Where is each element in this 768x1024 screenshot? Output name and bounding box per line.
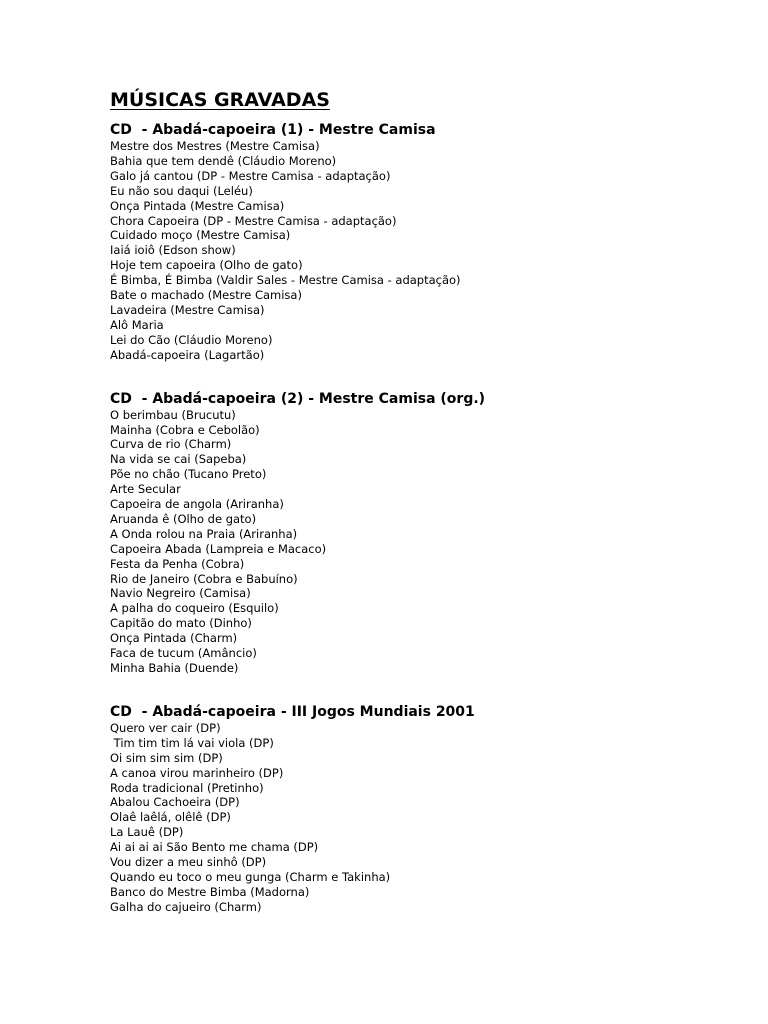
track-item: Eu não sou daqui (Leléu) (110, 183, 253, 198)
track-item: Hoje tem capoeira (Olho de gato) (110, 258, 303, 273)
track-item: Capoeira de angola (Ariranha) (110, 497, 284, 512)
document-page (110, 84, 730, 915)
section-heading: CD - Abadá-capoeira - III Jogos Mundiais 2001 (110, 703, 475, 720)
track-item: Quero ver cair (DP) (110, 720, 221, 735)
track-item: Minha Bahia (Duende) (110, 661, 239, 675)
track-item: Mainha (Cobra e Cebolão) (110, 422, 260, 437)
page-title: MÚSICAS GRAVADAS (110, 89, 330, 111)
track-item: Aruanda ê (Olho de gato) (110, 511, 257, 526)
track-list (110, 139, 730, 363)
track-item: Olaê laêlá, olêlê (DP) (110, 810, 231, 825)
track-item: Abalou Cachoeira (DP) (110, 795, 240, 810)
track-item: Navio Negreiro (Camisa) (110, 586, 251, 601)
track-item: Faca de tucum (Amâncio) (110, 646, 257, 661)
track-item: Oi sim sim sim (DP) (110, 750, 223, 765)
cd-section-2 (110, 391, 730, 676)
track-item: Galha do cajueiro (Charm) (110, 899, 262, 914)
track-item: Cuidado moço (Mestre Camisa) (110, 228, 291, 243)
track-item: Bate o machado (Mestre Camisa) (110, 288, 302, 303)
track-item: Põe no chão (Tucano Preto) (110, 467, 267, 482)
track-item: O berimbau (Brucutu) (110, 407, 236, 422)
track-item: Onça Pintada (Mestre Camisa) (110, 198, 285, 213)
section-heading: CD - Abadá-capoeira (1) - Mestre Camisa (110, 122, 436, 138)
track-item: Banco do Mestre Bimba (Madorna) (110, 884, 310, 899)
track-item: É Bimba, É Bimba (Valdir Sales - Mestre Camisa - adaptação) (110, 273, 461, 288)
track-item: Bahia que tem dendê (Cláudio Moreno) (110, 153, 337, 168)
track-item: A Onda rolou na Praia (Ariranha) (110, 526, 298, 541)
track-item: Lavadeira (Mestre Camisa) (110, 302, 265, 317)
track-item: A palha do coqueiro (Esquilo) (110, 601, 279, 616)
track-item: Curva de rio (Charm) (110, 437, 232, 452)
cd-section-1 (110, 122, 730, 363)
track-item: Rio de Janeiro (Cobra e Babuíno) (110, 571, 298, 586)
track-item: Lei do Cão (Cláudio Moreno) (110, 332, 273, 347)
track-item: Iaiá ioiô (Edson show) (110, 243, 236, 258)
cd-section-3 (110, 704, 730, 915)
track-item: Capitão do mato (Dinho) (110, 616, 252, 631)
track-item: Tim tim tim lá vai viola (DP) (110, 735, 274, 750)
track-item: Capoeira Abada (Lampreia e Macaco) (110, 541, 327, 556)
track-item: La Lauê (DP) (110, 825, 184, 840)
track-list (110, 408, 730, 676)
track-item: Arte Secular (110, 482, 181, 497)
track-item: Festa da Penha (Cobra) (110, 556, 245, 571)
track-item: Ai ai ai ai São Bento me chama (DP) (110, 840, 319, 855)
track-item: Vou dizer a meu sinhô (DP) (110, 855, 267, 870)
track-item: Alô Maria (110, 317, 164, 332)
track-item: Mestre dos Mestres (Mestre Camisa) (110, 139, 320, 153)
track-item: A canoa virou marinheiro (DP) (110, 765, 284, 780)
track-item: Abadá-capoeira (Lagartão) (110, 347, 265, 362)
section-heading: CD - Abadá-capoeira (2) - Mestre Camisa (org.) (110, 390, 486, 407)
track-item: Na vida se cai (Sapeba) (110, 452, 247, 467)
track-item: Quando eu toco o meu gunga (Charm e Takinha) (110, 869, 391, 884)
track-item: Chora Capoeira (DP - Mestre Camisa - adaptação) (110, 213, 397, 228)
track-item: Roda tradicional (Pretinho) (110, 780, 264, 795)
track-list (110, 721, 730, 915)
track-item: Onça Pintada (Charm) (110, 631, 238, 646)
track-item: Galo já cantou (DP - Mestre Camisa - adaptação) (110, 168, 391, 183)
